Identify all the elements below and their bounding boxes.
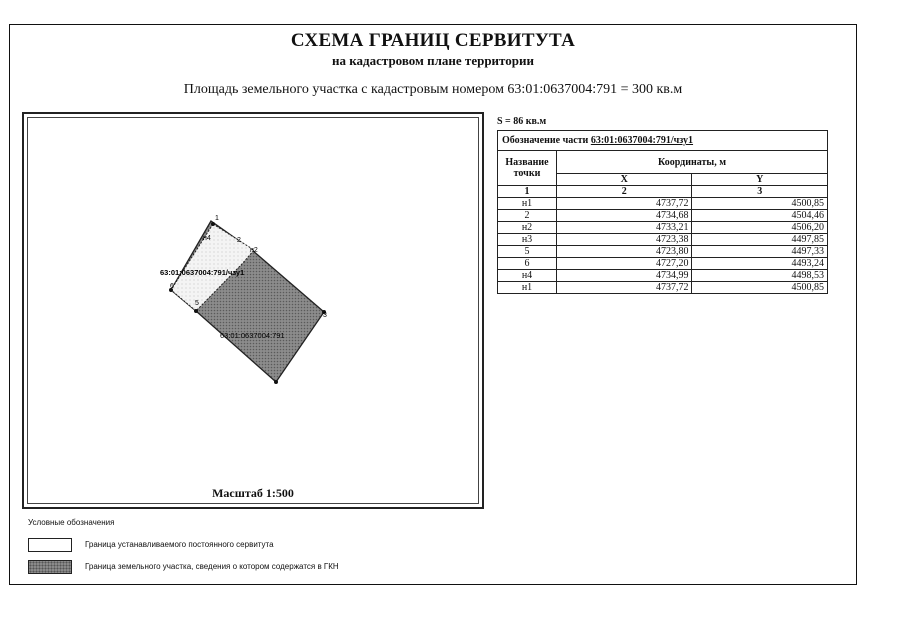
legend-swatch-gray <box>28 560 72 574</box>
coord-y: 4493,24 <box>692 258 828 270</box>
point-name: н1 <box>498 198 557 210</box>
point-name: 2 <box>498 210 557 222</box>
coord-x: 4727,20 <box>557 258 692 270</box>
point-label: н2 <box>250 247 258 254</box>
coordinates-table <box>497 130 828 294</box>
coord-x: 4723,38 <box>557 234 692 246</box>
coord-y: 4500,85 <box>692 282 828 294</box>
table-row <box>498 210 828 222</box>
legend-item-parcel <box>28 560 428 576</box>
point-label: 5 <box>195 300 199 307</box>
column-number: 1 <box>498 186 557 198</box>
point-name: н1 <box>498 282 557 294</box>
legend-title: Условные обозначения <box>28 518 115 527</box>
legend-label: Граница земельного участка, сведения о котором содержатся в ГКН <box>85 562 339 571</box>
table-caption-row <box>498 131 828 151</box>
cadastral-plan <box>24 114 482 507</box>
coord-y: 4504,46 <box>692 210 828 222</box>
coord-y: 4497,33 <box>692 246 828 258</box>
legend-swatch-white <box>28 538 72 552</box>
table-row <box>498 246 828 258</box>
servitude-area-label: S = 86 кв.м <box>497 116 547 127</box>
servitude-label: 63:01:0637004:791/чзу1 <box>160 268 245 277</box>
map-panel <box>22 112 484 509</box>
caption-prefix: Обозначение части <box>502 135 589 146</box>
table-number-row <box>498 186 828 198</box>
caption-code: 63:01:0637004:791/чзу1 <box>590 135 694 146</box>
table-caption <box>498 131 828 151</box>
column-number: 3 <box>692 186 828 198</box>
point-name: н3 <box>498 234 557 246</box>
coord-x: 4733,21 <box>557 222 692 234</box>
legend-item-servitude <box>28 538 428 554</box>
coord-y: 4497,85 <box>692 234 828 246</box>
parcel-label: 63:01:0637004:791 <box>220 331 285 340</box>
column-number: 2 <box>557 186 692 198</box>
table-row <box>498 198 828 210</box>
col-header-y: Y <box>692 174 828 186</box>
point-label: 2 <box>237 237 241 244</box>
parcel-area-line: Площадь земельного участка с кадастровым номером 63:01:0637004:791 = 300 кв.м <box>183 82 683 97</box>
coord-x: 4737,72 <box>557 198 692 210</box>
coord-x: 4734,68 <box>557 210 692 222</box>
coord-y: 4498,53 <box>692 270 828 282</box>
col-header-name: Название точки <box>498 151 557 186</box>
table-row <box>498 258 828 270</box>
point-label: н4 <box>203 235 211 242</box>
coord-x: 4734,99 <box>557 270 692 282</box>
scale-label: Масштаб 1:500 <box>212 486 294 500</box>
page-title: СХЕМА ГРАНИЦ СЕРВИТУТА <box>290 30 576 51</box>
coord-x: 4723,80 <box>557 246 692 258</box>
table-row <box>498 234 828 246</box>
point-name: н2 <box>498 222 557 234</box>
col-header-x: X <box>557 174 692 186</box>
page-subtitle: на кадастровом плане территории <box>332 53 534 68</box>
legend-label: Граница устанавливаемого постоянного сервитута <box>85 540 274 549</box>
table-row <box>498 270 828 282</box>
coord-y: 4500,85 <box>692 198 828 210</box>
point-label: 3 <box>323 312 327 319</box>
coord-x: 4737,72 <box>557 282 692 294</box>
point-label: 6 <box>170 283 174 290</box>
table-row <box>498 282 828 294</box>
point-name: н4 <box>498 270 557 282</box>
vertex-marker <box>274 380 278 384</box>
table-row <box>498 222 828 234</box>
vertex-marker <box>211 222 215 226</box>
col-header-coords: Координаты, м <box>557 151 828 174</box>
vertex-marker <box>194 309 198 313</box>
coord-y: 4506,20 <box>692 222 828 234</box>
table-header-row <box>498 151 828 174</box>
point-name: 6 <box>498 258 557 270</box>
point-label: 1 <box>215 215 219 222</box>
point-name: 5 <box>498 246 557 258</box>
